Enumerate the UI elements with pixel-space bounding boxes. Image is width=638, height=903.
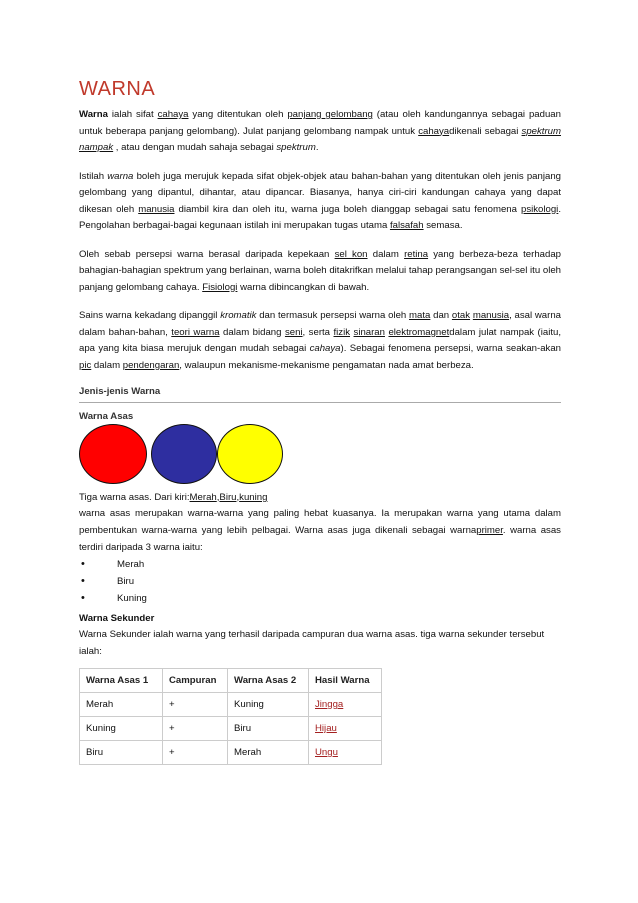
text: , walaupun mekanisme-mekanisme pengamatan nada amat berbeza. [179, 359, 474, 371]
table-cell: + [163, 717, 228, 741]
term-kromatik: kromatik [220, 310, 257, 321]
table-cell: Merah [228, 741, 309, 765]
list-item: • Biru [79, 573, 561, 590]
link-cahaya[interactable]: cahaya [418, 125, 450, 137]
column-header: Hasil Warna [309, 669, 382, 693]
term-cahaya: cahaya [309, 343, 341, 354]
text: dalam julat nampak (iaitu, apa yang kita biasa merujuk dengan mudah sebagai [79, 326, 562, 354]
table-cell: Biru [80, 741, 163, 765]
table-cell: Biru [228, 717, 309, 741]
red-circle [79, 424, 147, 484]
table-cell-link [309, 741, 382, 765]
table-cell: Kuning [80, 717, 163, 741]
text: ). Sebagai fenomena persepsi, warna seakan-akan [340, 343, 562, 354]
column-header: Warna Asas 1 [80, 669, 163, 693]
link-manusia[interactable]: manusia [472, 310, 510, 321]
link-psikologi[interactable]: psikologi [520, 203, 559, 215]
page-title: WARNA [79, 78, 156, 100]
table-cell: + [163, 693, 228, 717]
table-cell-link [309, 693, 382, 717]
link-fizik[interactable]: fizik [333, 326, 351, 338]
caption-primary-colors [79, 490, 561, 505]
text: , asal warna dalam bahan-bahan, [79, 310, 562, 338]
link-cahaya[interactable]: cahaya [157, 109, 189, 120]
table-row [80, 741, 382, 765]
link-teori-warna[interactable]: teori warna [171, 326, 220, 338]
paragraph-istilah [79, 169, 561, 235]
text: Tiga warna asas. Dari kiri: [79, 492, 190, 503]
link-panjang-gelombang[interactable]: panjang gelombang [287, 109, 373, 120]
blue-circle [151, 424, 217, 484]
text: (atau oleh kandungannya sebagai paduan untuk beberapa panjang gelombang). Julat panjang gelombang nampak untuk [79, 109, 561, 137]
term-warna: Warna [79, 109, 108, 120]
text: ialah sifat [107, 109, 158, 120]
text: . Pengolahan berbagai-bagai kegunaan istilah ini merupakan tugas utama [79, 203, 561, 231]
text: , [236, 492, 240, 503]
text: dalam [367, 248, 405, 260]
text: , serta [302, 326, 334, 338]
text: , atau dengan mudah sahaja sebagai [113, 142, 277, 153]
text: Istilah [79, 170, 108, 182]
table-header-row [80, 669, 382, 693]
text: . [315, 142, 319, 153]
heading-warna-asas: Warna Asas [79, 411, 134, 422]
link-spektrum-nampak[interactable]: spektrum nampak [79, 125, 561, 153]
link-elektromagnet[interactable]: elektromagnet [388, 326, 450, 338]
text: warna asas merupakan warna-warna yang paling hebat kuasanya. Ia merupakan warna yang utama dalam pembentukan warna-warna yang lebih pelbagai. Warna asas juga dikenali sebagai warna [79, 508, 561, 536]
text: Sains warna kekadang dipanggil [79, 310, 221, 321]
column-header: Warna Asas 2 [228, 669, 309, 693]
link-sel-kon[interactable]: sel kon [334, 248, 368, 260]
link-sinaran[interactable]: sinaran [353, 326, 385, 338]
paragraph-sains-warna [79, 308, 561, 374]
table-cell: + [163, 741, 228, 765]
table-cell: Merah [80, 693, 163, 717]
text: , [216, 492, 220, 503]
column-header: Campuran [163, 669, 228, 693]
text: yang ditentukan oleh [188, 109, 288, 120]
primary-colors-list [79, 556, 561, 607]
term-spektrum: spektrum [276, 142, 316, 153]
link-hijau[interactable]: Hijau [315, 723, 337, 734]
text: dalam [91, 359, 123, 371]
text: warna dibincangkan di bawah. [237, 281, 370, 293]
table-row [80, 717, 382, 741]
link-biru[interactable]: Biru [219, 492, 237, 503]
paragraph-warna-asas [79, 505, 561, 556]
list-item: • Merah [79, 556, 561, 573]
text: dikenali sebagai [449, 125, 522, 137]
link-jingga[interactable]: Jingga [315, 699, 344, 710]
text: dan [430, 310, 452, 321]
text: Oleh sebab persepsi warna berasal daripada kepekaan [79, 248, 335, 260]
link-manusia[interactable]: manusia [138, 203, 175, 215]
paragraph-persepsi [79, 247, 561, 297]
link-seni[interactable]: seni [284, 326, 303, 338]
link-pic[interactable]: pic [79, 359, 92, 371]
text: dan termasuk persepsi warna oleh [256, 310, 410, 321]
heading-warna-sekunder: Warna Sekunder [79, 613, 155, 624]
link-merah[interactable]: Merah [189, 492, 217, 503]
table-row [80, 693, 382, 717]
link-primer[interactable]: primer [476, 525, 503, 536]
term-warna-italic: warna [107, 170, 134, 182]
list-item: • Kuning [79, 590, 561, 607]
link-kuning[interactable]: kuning [239, 492, 268, 503]
text: yang berbeza-beza terhadap bahagian-bahagian spektrum yang berlainan, warna boleh ditakrifkan melalui tahap perangsangan sel-sel itu oleh panjang gelombang cahaya. [79, 248, 561, 293]
section-title-jenis-warna: Jenis-jenis Warna [79, 386, 561, 403]
text: dalam bidang [219, 326, 285, 338]
link-mata[interactable]: mata [409, 310, 431, 321]
text: . warna asas terdiri daripada 3 warna iaitu: [79, 525, 561, 553]
link-ungu[interactable]: Ungu [315, 747, 338, 758]
link-fisiologi[interactable]: Fisiologi [202, 281, 238, 293]
paragraph-definition [79, 107, 561, 157]
text: diambil kira dan oleh itu, warna juga boleh dianggap sebagai satu fenomena [174, 203, 521, 215]
document-page [79, 78, 561, 765]
table-cell: Kuning [228, 693, 309, 717]
link-otak[interactable]: otak [451, 310, 471, 321]
paragraph-warna-sekunder: Warna Sekunder ialah warna yang terhasil daripada campuran dua warna asas. tiga warna sekunder tersebut ialah: [79, 629, 545, 657]
yellow-circle [217, 424, 283, 484]
link-falsafah[interactable]: falsafah [389, 220, 424, 231]
secondary-colors-table [79, 668, 382, 765]
link-pendengaran[interactable]: pendengaran [122, 359, 180, 371]
primary-colors-image [79, 424, 561, 486]
link-retina[interactable]: retina [404, 248, 429, 260]
table-cell-link [309, 717, 382, 741]
text: boleh juga merujuk kepada sifat objek-objek atau bahan-bahan yang ditentukan oleh jenis panjang gelombang yang dipantul, dihantar, atau dipancar. Biasanya, hanya ciri-ciri kandungan cahaya yang dapat dikesan oleh [79, 170, 561, 215]
text: semasa. [423, 220, 463, 231]
